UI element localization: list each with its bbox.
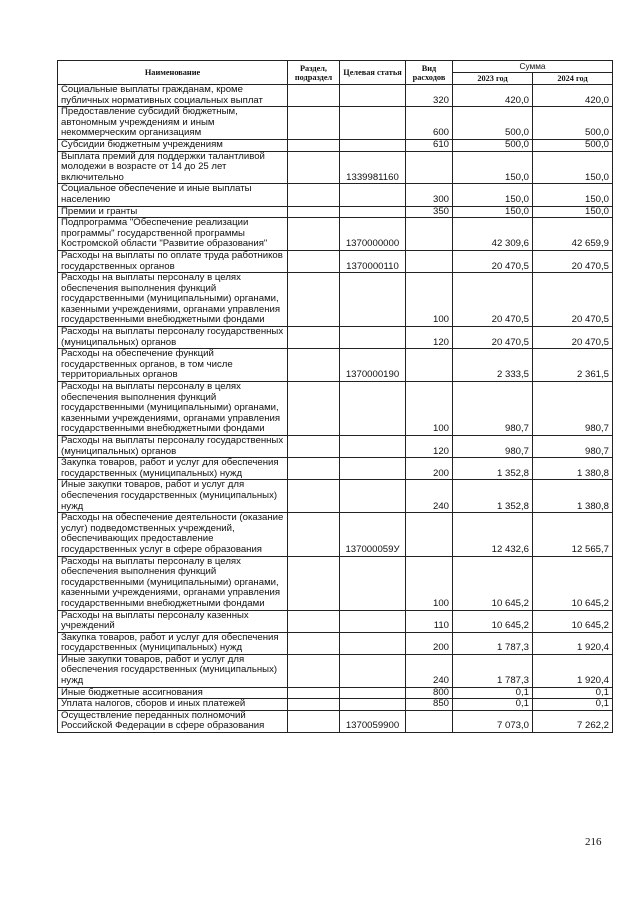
row-sum-2023-cell: 10 645,2: [453, 610, 533, 632]
table-row: [58, 632, 613, 654]
row-razdel-cell: [288, 327, 340, 349]
row-target-article-cell: 1370000000: [340, 218, 406, 251]
row-sum-2023-cell: 420,0: [453, 85, 533, 107]
row-sum-2024-cell: 10 645,2: [533, 610, 613, 632]
table-row: [58, 610, 613, 632]
row-sum-2023-cell: 10 645,2: [453, 556, 533, 610]
header-summa: Сумма: [453, 61, 613, 73]
row-sum-2023-cell: 980,7: [453, 382, 533, 436]
row-sum-2023-cell: 20 470,5: [453, 327, 533, 349]
row-sum-2024-cell: 150,0: [533, 151, 613, 184]
row-expense-type-cell: [406, 218, 453, 251]
row-sum-2024-cell: 420,0: [533, 85, 613, 107]
row-expense-type-cell: 200: [406, 458, 453, 480]
row-sum-2023-cell: 150,0: [453, 184, 533, 206]
row-name-cell: Закупка товаров, работ и услуг для обеспечения государственных (муниципальных) нужд: [58, 458, 288, 480]
row-name-cell: Расходы на выплаты персоналу в целях обеспечения выполнения функций государственными (муниципальными) органами, казенными учреждениями, органами управления государственными внебюджетными фондами: [58, 382, 288, 436]
row-expense-type-cell: 120: [406, 327, 453, 349]
row-sum-2023-cell: 500,0: [453, 139, 533, 151]
row-target-article-cell: [340, 480, 406, 513]
table-row: [58, 382, 613, 436]
row-sum-2023-cell: 1 352,8: [453, 458, 533, 480]
row-expense-type-cell: 800: [406, 687, 453, 699]
row-target-article-cell: [340, 139, 406, 151]
row-expense-type-cell: [406, 349, 453, 382]
row-name-cell: Субсидии бюджетным учреждениям: [58, 139, 288, 151]
row-sum-2024-cell: 2 361,5: [533, 349, 613, 382]
table-row: [58, 218, 613, 251]
row-target-article-cell: 1370000190: [340, 349, 406, 382]
row-razdel-cell: [288, 206, 340, 218]
row-razdel-cell: [288, 107, 340, 140]
row-name-cell: Иные закупки товаров, работ и услуг для обеспечения государственных (муниципальных) нужд: [58, 654, 288, 687]
row-razdel-cell: [288, 139, 340, 151]
row-sum-2024-cell: 7 262,2: [533, 710, 613, 732]
row-target-article-cell: [340, 85, 406, 107]
table-row: [58, 273, 613, 327]
table-row: [58, 710, 613, 732]
row-sum-2024-cell: 10 645,2: [533, 556, 613, 610]
row-expense-type-cell: 240: [406, 654, 453, 687]
row-name-cell: Иные закупки товаров, работ и услуг для обеспечения государственных (муниципальных) нужд: [58, 480, 288, 513]
row-target-article-cell: [340, 382, 406, 436]
row-sum-2023-cell: 42 309,6: [453, 218, 533, 251]
row-sum-2024-cell: 1 920,4: [533, 654, 613, 687]
row-target-article-cell: [340, 327, 406, 349]
row-sum-2024-cell: 980,7: [533, 436, 613, 458]
row-razdel-cell: [288, 151, 340, 184]
row-target-article-cell: [340, 107, 406, 140]
row-name-cell: Расходы на выплаты персоналу в целях обеспечения выполнения функций государственными (муниципальными) органами, казенными учреждениями, органами управления государственными внебюджетными фондами: [58, 273, 288, 327]
table-row: [58, 107, 613, 140]
table-row: [58, 85, 613, 107]
row-expense-type-cell: 610: [406, 139, 453, 151]
row-razdel-cell: [288, 349, 340, 382]
row-target-article-cell: [340, 206, 406, 218]
header-name: Наименование: [58, 61, 288, 85]
row-target-article-cell: [340, 654, 406, 687]
row-name-cell: Расходы на выплаты персоналу государственных (муниципальных) органов: [58, 327, 288, 349]
row-target-article-cell: 1370059900: [340, 710, 406, 732]
row-name-cell: Расходы на выплаты по оплате труда работников государственных органов: [58, 250, 288, 272]
row-sum-2023-cell: 2 333,5: [453, 349, 533, 382]
table-row: [58, 184, 613, 206]
table-row: [58, 687, 613, 699]
row-name-cell: Подпрограмма "Обеспечение реализации программы" государственной программы Костромской области "Развитие образования": [58, 218, 288, 251]
row-razdel-cell: [288, 436, 340, 458]
page-number: 216: [585, 836, 602, 848]
row-sum-2024-cell: 150,0: [533, 206, 613, 218]
row-expense-type-cell: 100: [406, 382, 453, 436]
row-sum-2024-cell: 20 470,5: [533, 327, 613, 349]
row-sum-2024-cell: 1 380,8: [533, 458, 613, 480]
row-name-cell: Расходы на выплаты персоналу в целях обеспечения выполнения функций государственными (муниципальными) органами, казенными учреждениями, органами управления государственными внебюджетными фондами: [58, 556, 288, 610]
row-expense-type-cell: [406, 710, 453, 732]
row-name-cell: Предоставление субсидий бюджетным, автономным учреждениям и иным некоммерческим организациям: [58, 107, 288, 140]
header-vid: Вид расходов: [406, 61, 453, 85]
row-sum-2023-cell: 12 432,6: [453, 513, 533, 556]
row-sum-2023-cell: 0,1: [453, 687, 533, 699]
header-celevaya: Целевая статья: [340, 61, 406, 85]
budget-table: [57, 60, 613, 733]
row-sum-2024-cell: 20 470,5: [533, 273, 613, 327]
row-razdel-cell: [288, 687, 340, 699]
table-row: [58, 250, 613, 272]
row-sum-2024-cell: 0,1: [533, 699, 613, 711]
row-expense-type-cell: 320: [406, 85, 453, 107]
row-razdel-cell: [288, 610, 340, 632]
row-target-article-cell: [340, 610, 406, 632]
row-sum-2024-cell: 42 659,9: [533, 218, 613, 251]
row-expense-type-cell: [406, 250, 453, 272]
row-razdel-cell: [288, 480, 340, 513]
row-sum-2023-cell: 20 470,5: [453, 250, 533, 272]
row-name-cell: Расходы на обеспечение функций государственных органов, в том числе территориальных органов: [58, 349, 288, 382]
row-expense-type-cell: 300: [406, 184, 453, 206]
row-expense-type-cell: 100: [406, 273, 453, 327]
row-expense-type-cell: [406, 513, 453, 556]
table-body: [58, 85, 613, 733]
row-name-cell: Осуществление переданных полномочий Российской Федерации в сфере образования: [58, 710, 288, 732]
row-sum-2023-cell: 1 787,3: [453, 632, 533, 654]
table-row: [58, 654, 613, 687]
row-sum-2024-cell: 20 470,5: [533, 250, 613, 272]
row-razdel-cell: [288, 632, 340, 654]
row-sum-2023-cell: 1 787,3: [453, 654, 533, 687]
row-razdel-cell: [288, 250, 340, 272]
table-row: [58, 349, 613, 382]
row-name-cell: Расходы на выплаты персоналу государственных (муниципальных) органов: [58, 436, 288, 458]
row-target-article-cell: [340, 699, 406, 711]
table-row: [58, 480, 613, 513]
row-sum-2024-cell: 500,0: [533, 139, 613, 151]
row-razdel-cell: [288, 458, 340, 480]
row-target-article-cell: [340, 184, 406, 206]
row-expense-type-cell: 120: [406, 436, 453, 458]
table-row: [58, 556, 613, 610]
row-name-cell: Премии и гранты: [58, 206, 288, 218]
row-target-article-cell: [340, 687, 406, 699]
row-sum-2023-cell: 150,0: [453, 151, 533, 184]
row-expense-type-cell: [406, 151, 453, 184]
row-name-cell: Иные бюджетные ассигнования: [58, 687, 288, 699]
row-target-article-cell: [340, 556, 406, 610]
row-sum-2024-cell: 0,1: [533, 687, 613, 699]
row-expense-type-cell: 200: [406, 632, 453, 654]
row-razdel-cell: [288, 273, 340, 327]
table-row: [58, 699, 613, 711]
header-razdel: Раздел, подраздел: [288, 61, 340, 85]
row-target-article-cell: [340, 273, 406, 327]
table-row: [58, 139, 613, 151]
row-name-cell: Социальное обеспечение и иные выплаты населению: [58, 184, 288, 206]
row-name-cell: Расходы на выплаты персоналу казенных учреждений: [58, 610, 288, 632]
row-target-article-cell: [340, 458, 406, 480]
row-target-article-cell: [340, 436, 406, 458]
row-razdel-cell: [288, 699, 340, 711]
row-expense-type-cell: 600: [406, 107, 453, 140]
row-sum-2024-cell: 1 380,8: [533, 480, 613, 513]
row-target-article-cell: 1370000110: [340, 250, 406, 272]
row-razdel-cell: [288, 85, 340, 107]
row-expense-type-cell: 850: [406, 699, 453, 711]
table-row: [58, 436, 613, 458]
row-target-article-cell: 137000059У: [340, 513, 406, 556]
row-name-cell: Расходы на обеспечение деятельности (оказание услуг) подведомственных учреждений, обеспечивающих предоставление государственных услуг в сфере образования: [58, 513, 288, 556]
row-name-cell: Социальные выплаты гражданам, кроме публичных нормативных социальных выплат: [58, 85, 288, 107]
row-sum-2023-cell: 20 470,5: [453, 273, 533, 327]
row-sum-2023-cell: 500,0: [453, 107, 533, 140]
row-razdel-cell: [288, 184, 340, 206]
row-target-article-cell: 1339981160: [340, 151, 406, 184]
table-row: [58, 513, 613, 556]
table-row: [58, 327, 613, 349]
row-sum-2023-cell: 0,1: [453, 699, 533, 711]
row-sum-2024-cell: 980,7: [533, 382, 613, 436]
row-expense-type-cell: 110: [406, 610, 453, 632]
row-expense-type-cell: 100: [406, 556, 453, 610]
row-razdel-cell: [288, 654, 340, 687]
row-razdel-cell: [288, 218, 340, 251]
row-name-cell: Закупка товаров, работ и услуг для обеспечения государственных (муниципальных) нужд: [58, 632, 288, 654]
row-sum-2024-cell: 150,0: [533, 184, 613, 206]
table-row: [58, 206, 613, 218]
row-razdel-cell: [288, 382, 340, 436]
table-row: [58, 458, 613, 480]
row-expense-type-cell: 350: [406, 206, 453, 218]
table-row: [58, 151, 613, 184]
table-header: [58, 61, 613, 85]
row-razdel-cell: [288, 556, 340, 610]
row-razdel-cell: [288, 710, 340, 732]
row-sum-2024-cell: 500,0: [533, 107, 613, 140]
row-sum-2023-cell: 980,7: [453, 436, 533, 458]
row-razdel-cell: [288, 513, 340, 556]
row-sum-2023-cell: 7 073,0: [453, 710, 533, 732]
row-target-article-cell: [340, 632, 406, 654]
header-year-2024: 2024 год: [533, 73, 613, 85]
header-year-2023: 2023 год: [453, 73, 533, 85]
row-name-cell: Уплата налогов, сборов и иных платежей: [58, 699, 288, 711]
row-sum-2023-cell: 1 352,8: [453, 480, 533, 513]
row-sum-2023-cell: 150,0: [453, 206, 533, 218]
row-sum-2024-cell: 12 565,7: [533, 513, 613, 556]
row-name-cell: Выплата премий для поддержки талантливой молодежи в возрасте от 14 до 25 лет включительно: [58, 151, 288, 184]
row-sum-2024-cell: 1 920,4: [533, 632, 613, 654]
row-expense-type-cell: 240: [406, 480, 453, 513]
